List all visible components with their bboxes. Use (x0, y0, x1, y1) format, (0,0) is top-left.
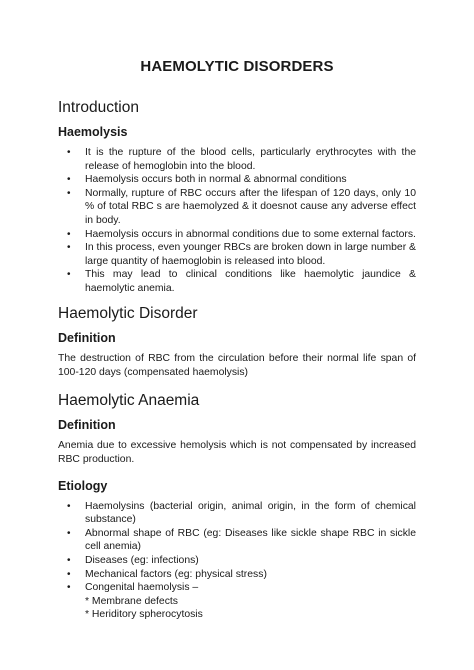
list-item-text: Abnormal shape of RBC (eg: Diseases like sickle shape RBC in sickle cell anemia) (85, 527, 416, 553)
haemolysis-list (58, 146, 416, 296)
bullet-icon: • (67, 554, 71, 566)
bullet-icon: • (67, 187, 71, 199)
haemolytic-disorder-definition: The destruction of RBC from the circulation before their normal life span of 100-120 days (compensated haemolysis) (58, 352, 416, 379)
list-item-text: Congenital haemolysis – (85, 582, 199, 594)
list-item-text: In this process, even younger RBCs are broken down in large number & large quantity of haemoglobin is released into blood. (85, 242, 416, 267)
document-title: HAEMOLYTIC DISORDERS (140, 58, 334, 75)
list-item (67, 241, 416, 268)
list-item (67, 527, 416, 554)
list-item (67, 554, 416, 568)
list-item-text: This may lead to clinical conditions like haemolytic jaundice & haemolytic anemia. (85, 269, 416, 294)
list-item-text: It is the rupture of the blood cells, particularly erythrocytes with the release of hemoglobin into the blood. (85, 147, 416, 172)
list-item (67, 173, 416, 187)
haemolytic-anaemia-heading: Haemolytic Anaemia (58, 391, 200, 409)
congenital-subitem: * Heriditory spherocytosis (85, 609, 203, 621)
bullet-icon: • (67, 500, 71, 512)
list-item-text: Normally, rupture of RBC occurs after the lifespan of 120 days, only 10 % of total RBC s are haemolyzed & it doesnot cause any adverse effect in body. (85, 187, 416, 226)
bullet-icon: • (67, 269, 71, 281)
bullet-icon: • (67, 527, 71, 539)
etiology-subheading: Etiology (58, 478, 108, 493)
bullet-icon: • (67, 568, 71, 580)
list-item (67, 500, 416, 527)
list-item-text: Haemolysis occurs in abnormal conditions due to some external factors. (85, 228, 416, 240)
etiology-list (58, 500, 416, 622)
bullet-icon: • (67, 582, 71, 594)
list-item (67, 187, 416, 228)
haemolytic-disorder-heading: Haemolytic Disorder (58, 304, 198, 322)
list-item (67, 581, 416, 622)
haemolytic-anaemia-definition: Anemia due to excessive hemolysis which is not compensated by increased RBC production. (58, 439, 416, 466)
bullet-icon: • (67, 147, 71, 158)
introduction-heading: Introduction (58, 99, 139, 116)
list-item-text: Diseases (eg: infections) (85, 554, 199, 566)
bullet-icon: • (67, 242, 71, 254)
bullet-icon: • (67, 228, 71, 240)
list-item (67, 228, 416, 242)
definition-subheading: Definition (58, 330, 116, 345)
list-item (67, 268, 416, 295)
definition-subheading: Definition (58, 417, 116, 432)
list-item-text: Haemolysins (bacterial origin, animal origin, in the form of chemical substance) (85, 500, 416, 526)
list-item (67, 146, 416, 173)
list-item-text: Haemolysis occurs both in normal & abnormal conditions (85, 174, 347, 186)
list-item (67, 568, 416, 582)
congenital-subitem: * Membrane defects (85, 595, 178, 607)
haemolysis-subheading: Haemolysis (58, 125, 128, 139)
list-item-text: Mechanical factors (eg: physical stress) (85, 568, 267, 580)
bullet-icon: • (67, 174, 71, 186)
